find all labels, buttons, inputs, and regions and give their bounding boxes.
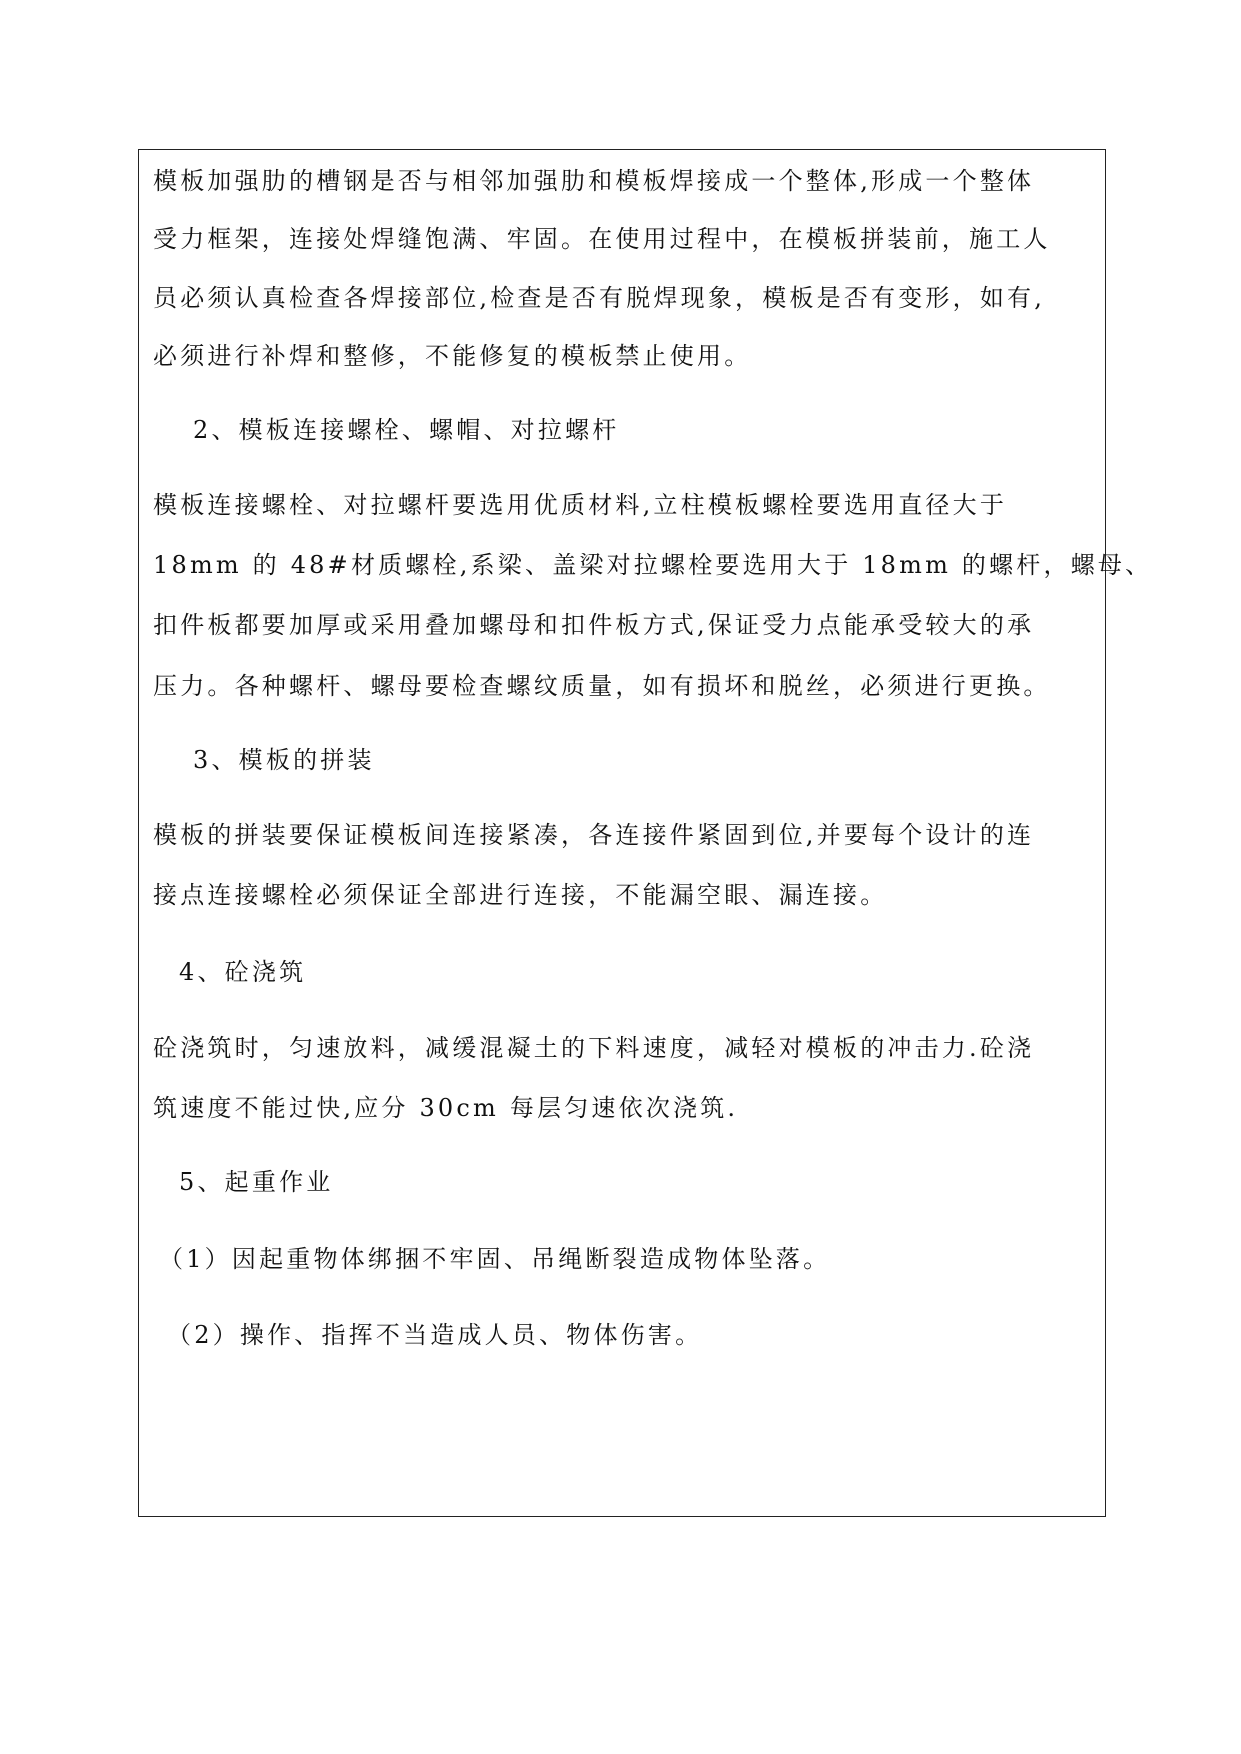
paragraph-line: 筑速度不能过快,应分 30cm 每层匀速依次浇筑. [153, 1094, 739, 1122]
document-table-cell [138, 149, 1153, 1517]
list-item: （2）操作、指挥不当造成人员、物体伤害。 [167, 1321, 703, 1349]
section-heading: 3、模板的拼装 [193, 746, 375, 774]
list-item: （1）因起重物体绑捆不牢固、吊绳断裂造成物体坠落。 [159, 1245, 831, 1273]
paragraph-line: 18mm 的 48#材质螺栓,系梁、盖梁对拉螺栓要选用大于 18mm 的螺杆，螺母、 [153, 551, 1153, 579]
paragraph-line: 受力框架，连接处焊缝饱满、牢固。在使用过程中，在模板拼装前，施工人 [153, 225, 1051, 253]
section-heading: 5、起重作业 [179, 1168, 334, 1196]
paragraph-line: 模板连接螺栓、对拉螺杆要选用优质材料,立柱模板螺栓要选用直径大于 [153, 491, 1008, 519]
paragraph-line: 模板的拼装要保证模板间连接紧凑，各连接件紧固到位,并要每个设计的连 [153, 821, 1035, 849]
paragraph-line: 压力。各种螺杆、螺母要检查螺纹质量，如有损坏和脱丝，必须进行更换。 [153, 672, 1051, 700]
section-heading: 2、模板连接螺栓、螺帽、对拉螺杆 [193, 416, 620, 444]
paragraph-line: 接点连接螺栓必须保证全部进行连接，不能漏空眼、漏连接。 [153, 881, 888, 909]
paragraph-line: 员必须认真检查各焊接部位,检查是否有脱焊现象，模板是否有变形，如有, [153, 284, 1046, 312]
paragraph-line: 必须进行补焊和整修，不能修复的模板禁止使用。 [153, 342, 752, 370]
section-heading: 4、砼浇筑 [179, 958, 307, 986]
paragraph-line: 扣件板都要加厚或采用叠加螺母和扣件板方式,保证受力点能承受较大的承 [153, 611, 1035, 639]
paragraph-line: 模板加强肋的槽钢是否与相邻加强肋和模板焊接成一个整体,形成一个整体 [153, 167, 1035, 195]
paragraph-line: 砼浇筑时，匀速放料，减缓混凝土的下料速度，减轻对模板的冲击力.砼浇 [153, 1034, 1035, 1062]
